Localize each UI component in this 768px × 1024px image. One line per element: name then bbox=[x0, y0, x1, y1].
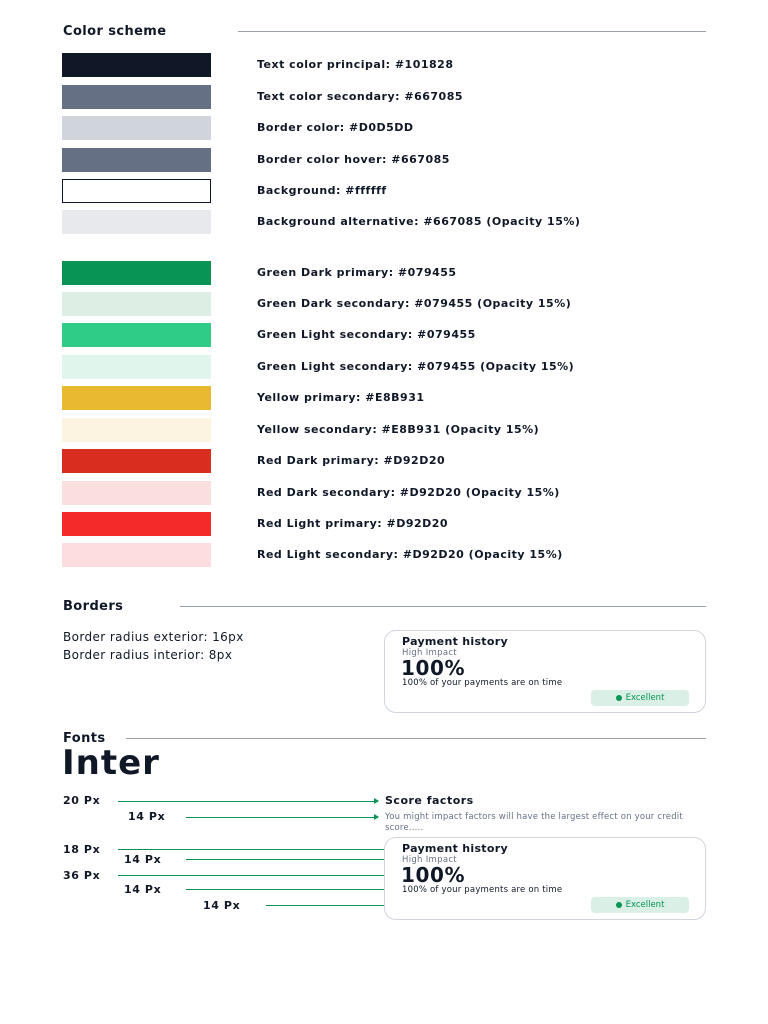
status-badge bbox=[591, 690, 689, 706]
card-value: 100% bbox=[401, 863, 466, 887]
card-description: 100% of your payments are on time bbox=[402, 678, 563, 688]
color-swatch bbox=[62, 53, 211, 77]
size-label-14-d: 14 Px bbox=[203, 899, 241, 912]
score-factors-description: You might impact factors will have the largest effect on your credit score..... bbox=[385, 812, 683, 833]
color-swatch-label: Red Light primary: #D92D20 bbox=[257, 517, 449, 530]
size-label-14-a: 14 Px bbox=[128, 810, 166, 823]
card-value: 100% bbox=[401, 656, 466, 680]
color-swatch bbox=[62, 210, 211, 234]
dot-icon bbox=[616, 695, 622, 701]
color-swatch bbox=[62, 512, 211, 536]
arrow-18 bbox=[118, 849, 394, 850]
color-swatch bbox=[62, 323, 211, 347]
color-swatch bbox=[62, 449, 211, 473]
color-swatch bbox=[62, 261, 211, 285]
card-subtitle: High Impact bbox=[402, 648, 457, 658]
badge-label: Excellent bbox=[625, 693, 665, 703]
color-swatch-label: Green Light secondary: #079455 (Opacity 15%) bbox=[257, 360, 575, 373]
color-swatch bbox=[62, 85, 211, 109]
payment-history-card bbox=[384, 630, 706, 713]
color-swatch bbox=[62, 386, 211, 410]
color-swatch bbox=[62, 116, 211, 140]
color-swatch-label: Background: #ffffff bbox=[257, 184, 387, 197]
color-swatch bbox=[62, 179, 211, 203]
size-label-20: 20 Px bbox=[63, 794, 101, 807]
border-radius-exterior: Border radius exterior: 16px bbox=[63, 630, 244, 644]
card-title: Payment history bbox=[402, 635, 508, 648]
arrow-14-a bbox=[186, 817, 378, 818]
color-swatch-label: Red Dark secondary: #D92D20 (Opacity 15%) bbox=[257, 486, 560, 499]
color-swatch bbox=[62, 355, 211, 379]
arrow-36 bbox=[118, 875, 394, 876]
color-swatch bbox=[62, 292, 211, 316]
color-swatch-label: Yellow primary: #E8B931 bbox=[257, 391, 425, 404]
color-swatch-label: Border color hover: #667085 bbox=[257, 153, 450, 166]
card-description: 100% of your payments are on time bbox=[402, 885, 563, 895]
color-swatch-label: Green Dark primary: #079455 bbox=[257, 266, 457, 279]
border-radius-interior: Border radius interior: 8px bbox=[63, 648, 233, 662]
color-swatch bbox=[62, 418, 211, 442]
color-swatch-label: Border color: #D0D5DD bbox=[257, 121, 414, 134]
dot-icon bbox=[616, 902, 622, 908]
color-swatch-label: Background alternative: #667085 (Opacity 15%) bbox=[257, 215, 581, 228]
color-swatch bbox=[62, 543, 211, 567]
color-swatch-label: Red Dark primary: #D92D20 bbox=[257, 454, 446, 467]
arrow-14-c bbox=[186, 889, 394, 890]
fonts-divider bbox=[126, 738, 706, 739]
size-label-14-c: 14 Px bbox=[124, 883, 162, 896]
color-scheme-title: Color scheme bbox=[63, 24, 167, 39]
color-swatch-label: Text color secondary: #667085 bbox=[257, 90, 464, 103]
color-swatch-label: Text color principal: #101828 bbox=[257, 58, 454, 71]
arrow-20 bbox=[118, 801, 378, 802]
borders-title: Borders bbox=[63, 599, 124, 614]
badge-label: Excellent bbox=[625, 900, 665, 910]
color-scheme-divider bbox=[238, 31, 706, 32]
card-subtitle: High Impact bbox=[402, 855, 457, 865]
score-factors-title: Score factors bbox=[385, 794, 474, 807]
font-name: Inter bbox=[62, 743, 160, 783]
color-swatch-label: Yellow secondary: #E8B931 (Opacity 15%) bbox=[257, 423, 540, 436]
borders-divider bbox=[180, 606, 706, 607]
fonts-title: Fonts bbox=[63, 731, 106, 746]
arrow-14-b bbox=[186, 859, 394, 860]
color-swatch-label: Green Light secondary: #079455 bbox=[257, 328, 476, 341]
card-title: Payment history bbox=[402, 842, 508, 855]
size-label-36: 36 Px bbox=[63, 869, 101, 882]
color-swatch bbox=[62, 148, 211, 172]
color-swatch-label: Green Dark secondary: #079455 (Opacity 15%) bbox=[257, 297, 572, 310]
status-badge bbox=[591, 897, 689, 913]
size-label-14-b: 14 Px bbox=[124, 853, 162, 866]
size-label-18: 18 Px bbox=[63, 843, 101, 856]
color-swatch-label: Red Light secondary: #D92D20 (Opacity 15%) bbox=[257, 548, 563, 561]
payment-history-card-annotated bbox=[384, 837, 706, 920]
color-swatch bbox=[62, 481, 211, 505]
